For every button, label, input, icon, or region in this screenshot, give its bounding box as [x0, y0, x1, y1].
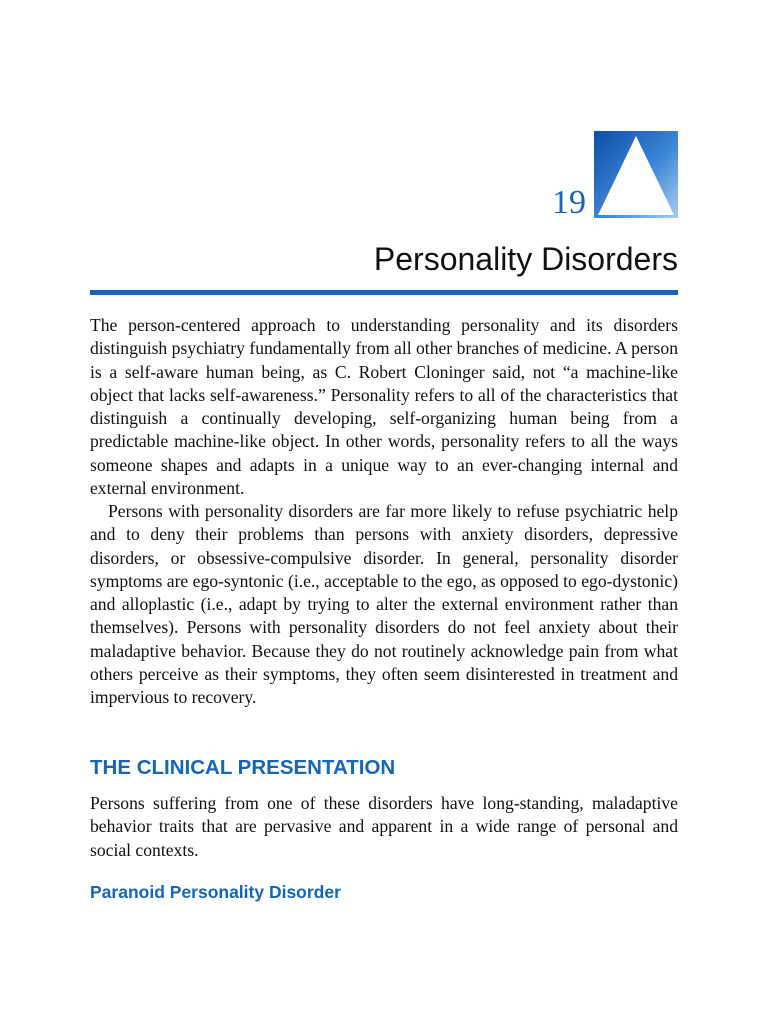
title-divider: [90, 290, 678, 295]
section-heading: THE CLINICAL PRESENTATION: [90, 756, 396, 779]
section-paragraph: Persons suffering from one of these disorders have long-standing, maladaptive behavior traits that are pervasive and apparent in a wide range of personal and social contexts.: [90, 793, 678, 860]
intro-paragraph-1: The person-centered approach to understanding personality and its disorders distinguish psychiatry fundamentally from all other branches of medicine. A person is a self-aware human being, as C. Robert Cloninger said, not “a machine-like object that lacks self-awareness.” Personality refers to all of the characteristics that distinguish a continually developing, self-organizing human being from a predictable machine-like object. In other words, personality refers to all the ways someone shapes and adapts in a unique way to an ever-changing internal and external environment.: [90, 315, 678, 499]
intro-paragraph-2: Persons with personality disorders are far more likely to refuse psychiatric help and to deny their problems than persons with anxiety disorders, depressive disorders, or obsessive-compulsive disorder. In general, personality disorder symptoms are ego-syntonic (i.e., acceptable to the ego, as opposed to ego-dystonic) and alloplastic (i.e., adapt by trying to alter the external environment rather than themselves). Persons with personality disorders do not feel anxiety about their maladaptive behavior. Because they do not routinely acknowledge pain from what others perceive as their symptoms, they often seem disinterested in treatment and impervious to recovery.: [90, 501, 678, 708]
chapter-title: Personality Disorders: [373, 241, 678, 277]
chapter-number: 19: [552, 184, 586, 221]
chapter-emblem-icon: [594, 131, 678, 218]
subsection-heading: Paranoid Personality Disorder: [90, 882, 341, 902]
